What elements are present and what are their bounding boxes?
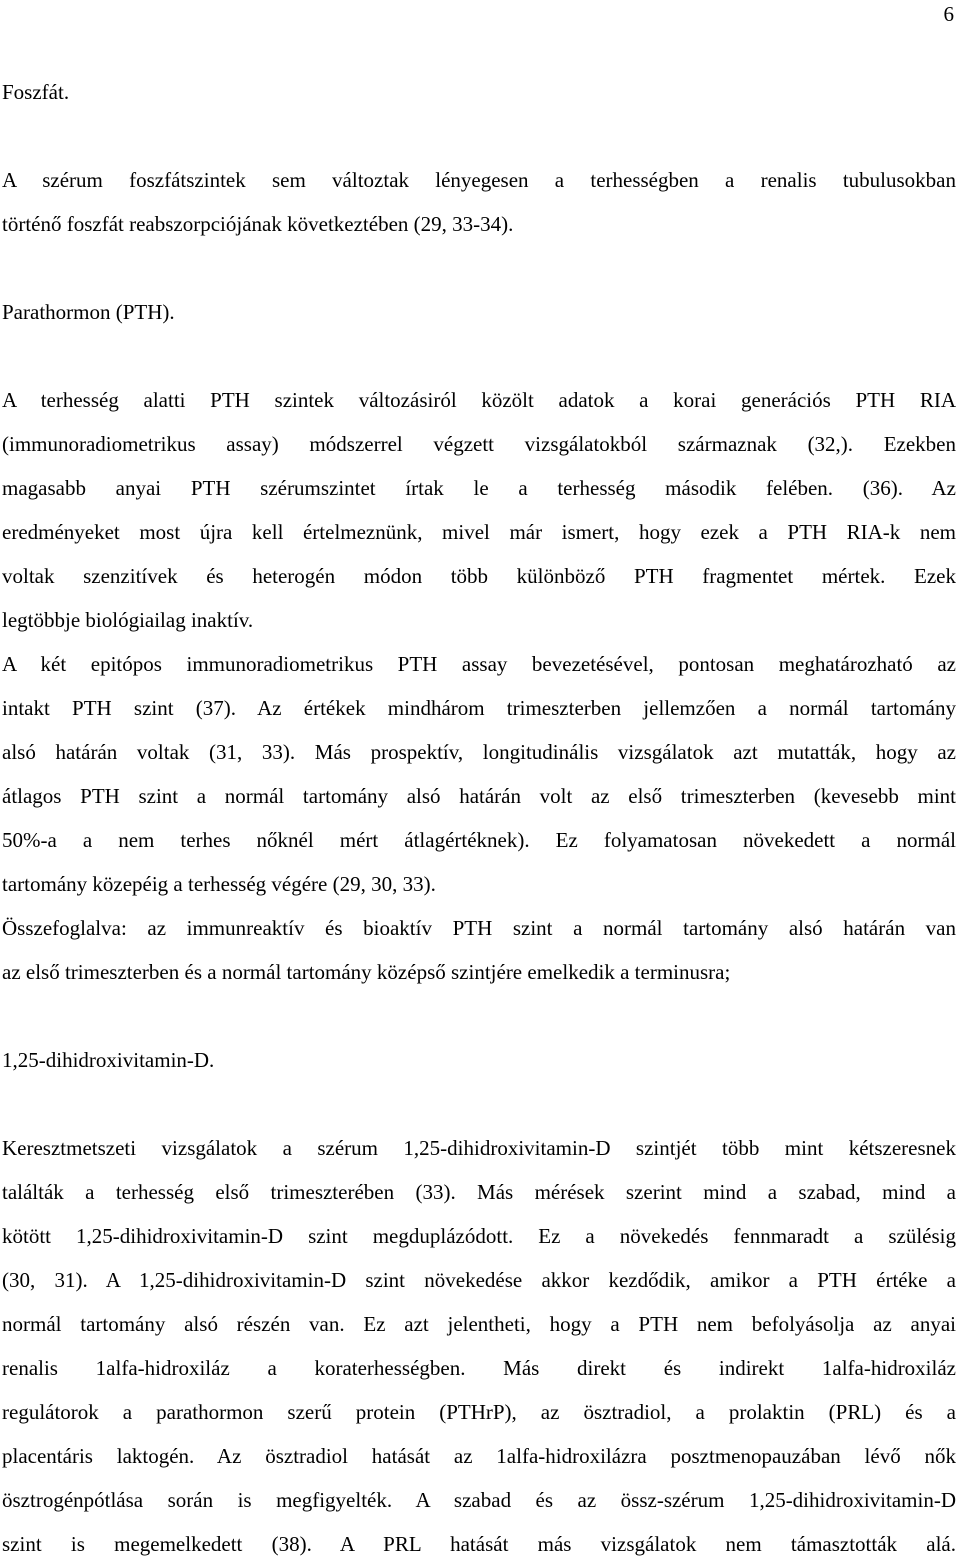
text-line: Összefoglalva: az immunreaktív és bioaktív PTH szint a normál tartomány alsó határán van [2, 916, 956, 940]
spacer [2, 246, 956, 290]
text-line: A két epitópos immunoradiometrikus PTH assay bevezetésével, pontosan meghatározható az [2, 652, 956, 676]
section-heading-foszfat: Foszfát. [2, 80, 70, 104]
text-line: A szérum foszfátszintek sem változtak lényegesen a terhességben a renalis tubulusokban [2, 168, 956, 192]
text-line: szint is megemelkedett (38). A PRL hatását más vizsgálatok nem támasztották alá. [2, 1532, 956, 1556]
paragraph-pth-3 [2, 906, 956, 994]
text-line: 50%-a a nem terhes nőknél mért átlagértéknek). Ez folyamatosan növekedett a normál [2, 828, 956, 852]
text-line: magasabb anyai PTH szérumszintet írtak le a terhesség második felében. (36). Az [2, 476, 956, 500]
page-number: 6 [943, 2, 954, 26]
text-line: placentáris laktogén. Az ösztradiol hatását az 1alfa-hidroxilázra posztmenopauzában lévő nők [2, 1444, 956, 1468]
text-line: (immunoradiometrikus assay) módszerrel végzett vizsgálatokból származnak (32,). Ezekben [2, 432, 956, 456]
text-line: renalis 1alfa-hidroxiláz a koraterhességben. Más direkt és indirekt 1alfa-hidroxiláz [2, 1356, 956, 1380]
text-line: voltak szenzitívek és heterogén módon több különböző PTH fragmentet mértek. Ezek [2, 564, 956, 588]
section-heading-vitamin-d: 1,25-dihidroxivitamin-D. [2, 1048, 215, 1072]
paragraph-foszfat [2, 158, 956, 246]
text-line: A terhesség alatti PTH szintek változásiról közölt adatok a korai generációs PTH RIA [2, 388, 956, 412]
spacer [2, 114, 956, 158]
text-line: történő foszfát reabszorpciójának következtében (29, 33-34). [2, 212, 514, 236]
text-line: eredményeket most újra kell értelmeznünk, mivel már ismert, hogy ezek a PTH RIA-k nem [2, 520, 956, 544]
text-line: találták a terhesség első trimeszterében (33). Más mérések szerint mind a szabad, mind a [2, 1180, 956, 1204]
text-line: az első trimeszterben és a normál tartomány középső szintjére emelkedik a terminusra; [2, 960, 731, 984]
text-line: (30, 31). A 1,25-dihidroxivitamin-D szint növekedése akkor kezdődik, amikor a PTH értéke a [2, 1268, 956, 1292]
text-line: normál tartomány alsó részén van. Ez azt jelentheti, hogy a PTH nem befolyásolja az anyai [2, 1312, 956, 1336]
document-body [2, 70, 956, 1566]
text-line: kötött 1,25-dihidroxivitamin-D szint megduplázódott. Ez a növekedés fennmaradt a szülésig [2, 1224, 956, 1248]
paragraph-vitamin-d [2, 1126, 956, 1566]
text-line: Keresztmetszeti vizsgálatok a szérum 1,25-dihidroxivitamin-D szintjét több mint kétszeresnek [2, 1136, 956, 1160]
text-line: alsó határán voltak (31, 33). Más prospektív, longitudinális vizsgálatok azt mutatták, hogy az [2, 740, 956, 764]
section-heading-pth: Parathormon (PTH). [2, 300, 175, 324]
text-line: átlagos PTH szint a normál tartomány alsó határán volt az első trimeszterben (kevesebb mint [2, 784, 956, 808]
paragraph-pth-2 [2, 642, 956, 906]
text-line: legtöbbje biológiailag inaktív. [2, 608, 254, 632]
text-line: regulátorok a parathormon szerű protein (PTHrP), az ösztradiol, a prolaktin (PRL) és a [2, 1400, 956, 1424]
text-line: intakt PTH szint (37). Az értékek mindhárom trimeszterben jellemzően a normál tartomány [2, 696, 956, 720]
paragraph-pth-1 [2, 378, 956, 642]
spacer [2, 994, 956, 1038]
spacer [2, 1082, 956, 1126]
spacer [2, 334, 956, 378]
text-line: tartomány közepéig a terhesség végére (29, 30, 33). [2, 872, 436, 896]
text-line: ösztrogénpótlása során is megfigyelték. A szabad és az össz-szérum 1,25-dihidroxivitamin-D [2, 1488, 956, 1512]
